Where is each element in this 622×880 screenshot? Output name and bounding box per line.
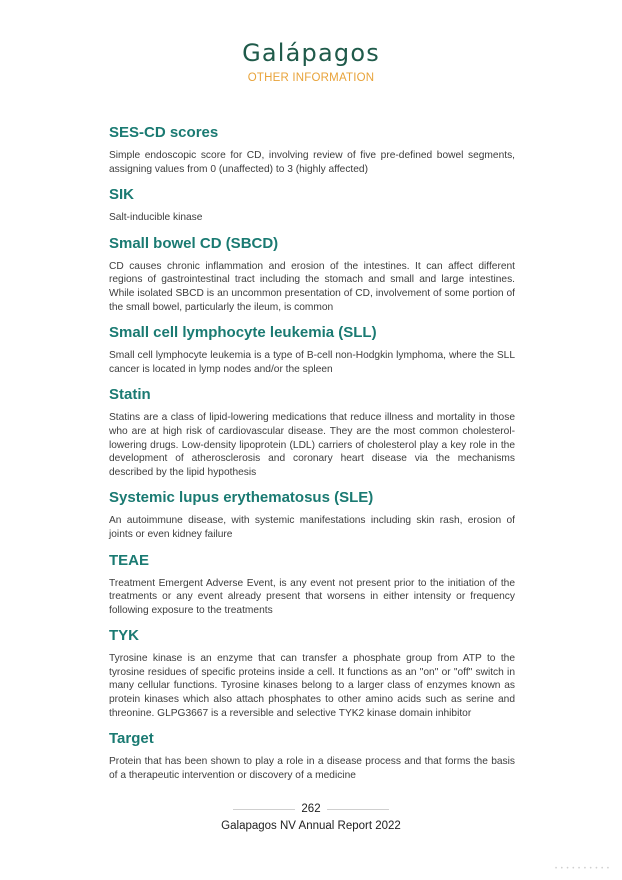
glossary-term: Small bowel CD (SBCD) <box>109 234 279 252</box>
glossary-entry <box>109 324 515 376</box>
page-number: 262 <box>301 803 321 815</box>
glossary-definition: Protein that has been shown to play a role in a disease process and that forms the basis of a therapeutic intervention or discovery of a medicine <box>109 756 515 781</box>
glossary-definition: Tyrosine kinase is an enzyme that can transfer a phosphate group from ATP to the tyrosine residues of specific proteins inside a cell. It functions as an "on" or "off" switch in many cellular functions. Tyrosine kinases belong to a larger class of enzymes known as protein kinases which also attach phosphates to other amino acids such as serine and threonine. GLPG3667 is a reversible and selective TYK2 kinase domain inhibitor <box>109 653 515 719</box>
page-footer <box>0 803 622 832</box>
glossary-definition: Small cell lymphocyte leukemia is a type of B-cell non-Hodgkin lymphoma, where the SLL cancer is located in lymp nodes and/or the spleen <box>109 350 515 375</box>
report-title: Galapagos NV Annual Report 2022 <box>221 820 401 832</box>
glossary-term: SIK <box>109 186 135 204</box>
galapagos-logo <box>242 38 380 68</box>
glossary-entry <box>109 235 515 314</box>
glossary-definition: Salt-inducible kinase <box>109 212 203 224</box>
glossary-term: Statin <box>109 386 151 404</box>
glossary-term: SES-CD scores <box>109 124 219 141</box>
page-header <box>0 38 622 84</box>
glossary-term: Small cell lymphocyte leukemia (SLL) <box>109 324 377 342</box>
footer-rule-left <box>233 809 295 810</box>
glossary-entry <box>109 730 515 782</box>
glossary-entry <box>109 627 515 720</box>
glossary-entry <box>109 489 515 541</box>
glossary-entry <box>109 552 515 618</box>
footer-rule-right <box>327 809 389 810</box>
glossary-term: Systemic lupus erythematosus (SLE) <box>109 489 374 507</box>
corner-watermark: • • • • • • • • • • <box>554 866 610 872</box>
glossary-entry <box>109 124 515 176</box>
glossary-definition: An autoimmune disease, with systemic manifestations including skin rash, erosion of joints or even kidney failure <box>109 515 515 540</box>
glossary-definition: Treatment Emergent Adverse Event, is any event not present prior to the initiation of the treatments or any event already present that worsens in either intensity or frequency following exposure to the treatments <box>109 577 515 616</box>
glossary-term: Target <box>109 730 154 748</box>
section-label: OTHER INFORMATION <box>247 72 375 84</box>
glossary-definition: Simple endoscopic score for CD, involving review of five pre-defined bowel segments, assigning values from 0 (unaffected) to 3 (highly affected) <box>109 150 515 175</box>
glossary-term: TYK <box>109 627 139 645</box>
logo-text: Galápagos <box>242 39 380 67</box>
glossary-definition: Statins are a class of lipid-lowering medications that reduce illness and mortality in those who are at high risk of cardiovascular disease. They are the most common cholesterol-lowering drugs. Low-density lipoprotein (LDL) carriers of cholesterol play a key role in the development of atherosclerosis and coronary heart disease via the mechanisms described by the lipid hypothesis <box>109 412 515 478</box>
glossary-list <box>109 124 515 792</box>
glossary-term: TEAE <box>109 551 150 569</box>
glossary-entry <box>109 186 515 225</box>
glossary-entry <box>109 386 515 479</box>
page-number-row <box>0 803 622 815</box>
glossary-definition: CD causes chronic inflammation and erosion of the intestines. It can affect different regions of gastrointestinal tract including the stomach and small and large intestines. While isolated SBCD is an uncommon presentation of CD, involvement of some portion of the small bowel, particularly the ileum, is common <box>109 260 515 313</box>
